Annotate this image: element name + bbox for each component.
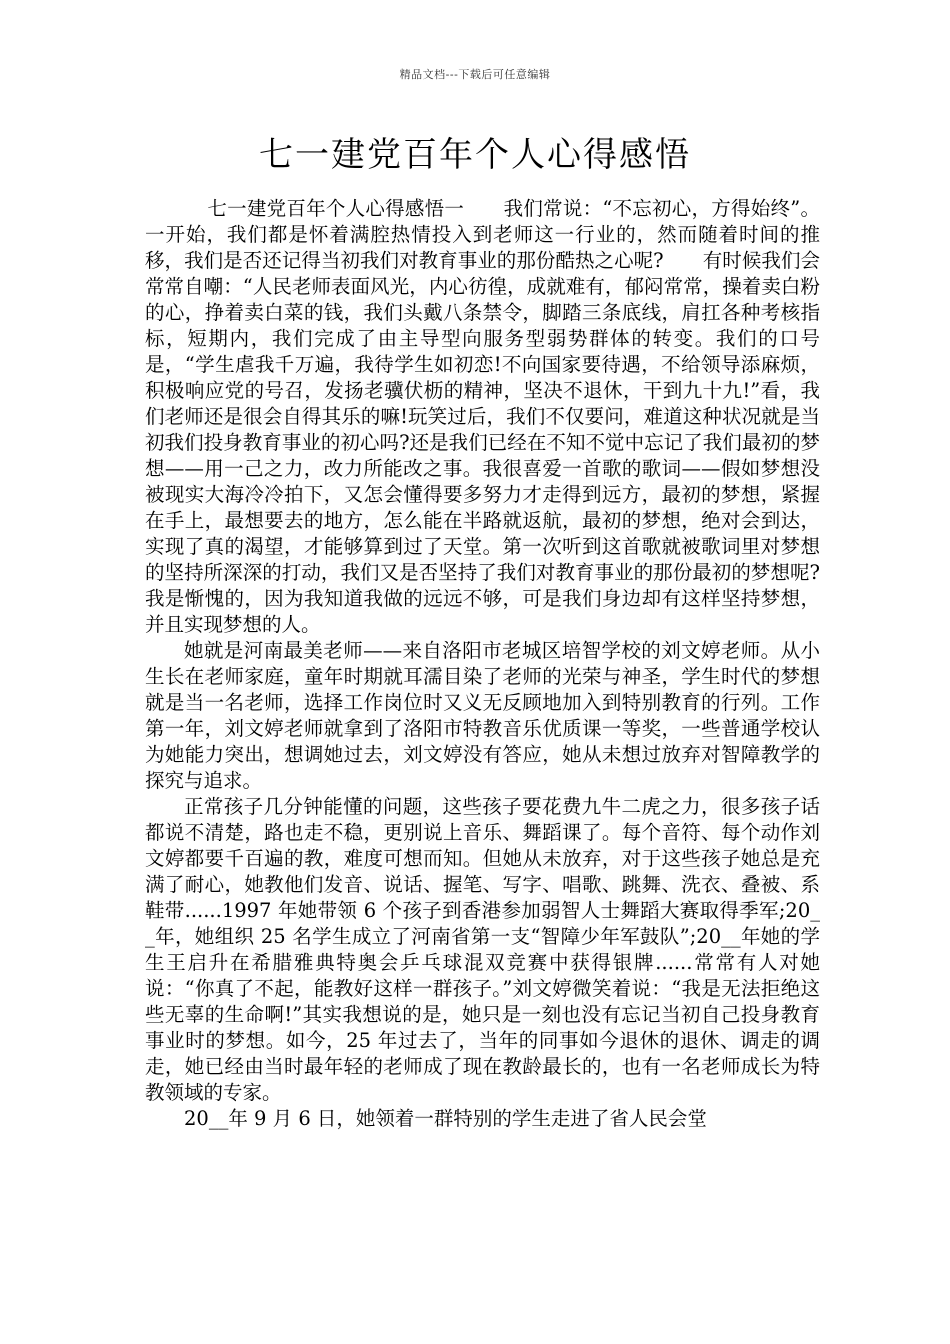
paragraph-4: 20__年 9 月 6 日，她领着一群特别的学生走进了省人民会堂 (184, 1107, 707, 1130)
document-title: 七一建党百年个人心得感悟 (259, 135, 691, 175)
paragraph-1: 七一建党百年个人心得感悟一 我们常说：“不忘初心，方得始终”。一开始，我们都是怀着满腔热情投入到老师这一行业的，然而随着时间的推移，我们是否还记得当初我们对教育事业的那份酷热之心呢? 有时候我们会常常自嘲：“人民老师表面风光，内心彷徨，成就难有，郁闷常常，操着卖白粉的心，挣着卖白菜的钱，我们头戴八条禁令，脚踏三条底线，肩扛各种考核指标，短期内，我们完成了由主导型向服务型弱势群体的转变。我们的口号是，“学生虐我千万遍，我待学生如初恋!不向国家要待遇，不给领导添麻烦，积极响应党的号召，发扬老骥伏枥的精神，坚决不退休，干到九十九!”看，我们老师还是很会自得其乐的嘛!玩笑过后，我们不仅要问，难道这种状况就是当初我们投身教育事业的初心吗?还是我们已经在不知不觉中忘记了我们最初的梦想——用一己之力，改力所能改之事。我很喜爱一首歌的歌词——假如梦想没被现实大海冷冷拍下，又怎会懂得要多努力才走得到远方，最初的梦想，紧握在手上，最想要去的地方，怎么能在半路就返航，最初的梦想，绝对会到达，实现了真的渴望，才能够算到过了天堂。第一次听到这首歌就被歌词里对梦想的坚持所深深的打动，我们又是否坚持了我们对教育事业的那份最初的梦想呢?我是惭愧的，因为我知道我做的远远不够，可是我们身边却有这样坚持梦想，并且实现梦想的人。 (145, 197, 820, 636)
paragraph-2: 她就是河南最美老师——来自洛阳市老城区培智学校的刘文婷老师。从小生长在老师家庭，童年时期就耳濡目染了老师的光荣与神圣，学生时代的梦想就是当一名老师，选择工作岗位时又义无反顾地加入到特别教育的行列。工作第一年，刘文婷老师就拿到了洛阳市特教音乐优质课一等奖，一些普通学校认为她能力突出，想调她过去，刘文婷没有答应，她从未想过放弃对智障教学的探究与追求。 (145, 639, 820, 792)
paragraph-3: 正常孩子几分钟能懂的问题，这些孩子要花费九牛二虎之力，很多孩子话都说不清楚，路也走不稳，更别说上音乐、舞蹈课了。每个音符、每个动作刘文婷都要千百遍的教，难度可想而知。但她从未放弃，对于这些孩子她总是充满了耐心，她教他们发音、说话、握笔、写字、唱歌、跳舞、洗衣、叠被、系鞋带......1997 年她带领 6 个孩子到香港参加弱智人士舞蹈大赛取得季军;20__年，她组织 25 名学生成立了河南省第一支“智障少年军鼓队”;20__年她的学生王启升在希腊雅典特奥会乒乓球混双竞赛中获得银牌......常常有人对她说：“你真了不起，能教好这样一群孩子。”刘文婷微笑着说：“我是无法拒绝这些无辜的生命啊!”其实我想说的是，她只是一刻也没有忘记当初自己投身教育事业时的梦想。如今，25 年过去了，当年的同事如今退休的退休、调走的调走，她已经由当时最年轻的老师成了现在教龄最长的，也有一名老师成长为特教领域的专家。 (145, 795, 820, 1104)
header-note: 精品文档---下载后可任意编辑 (399, 68, 551, 81)
document-body (145, 196, 820, 1132)
